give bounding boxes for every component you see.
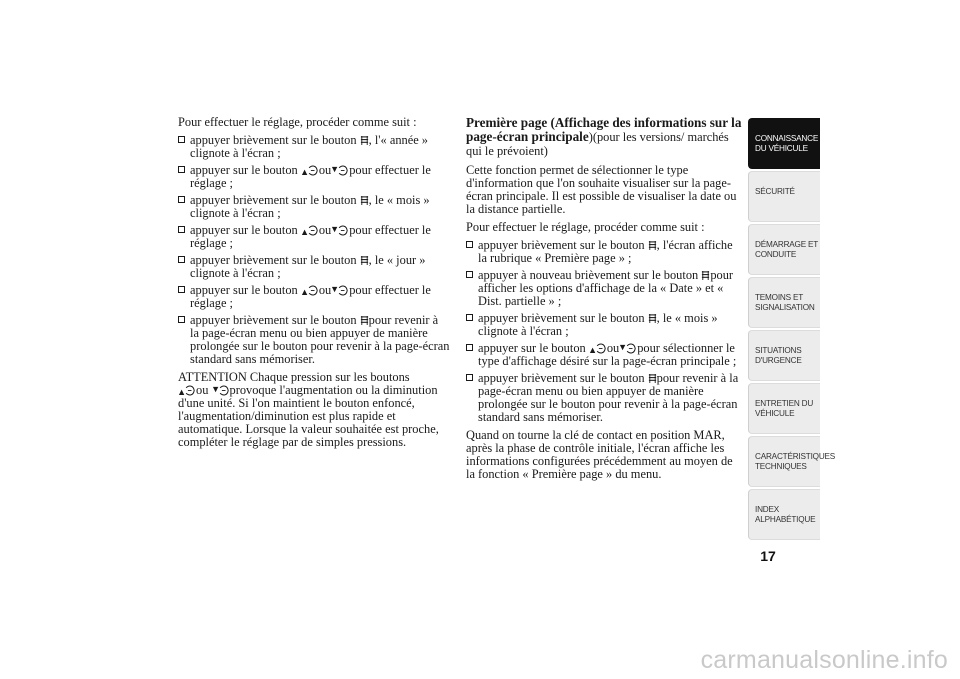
step-text: appuyer sur le bouton bbox=[478, 340, 586, 355]
menu-button-icon bbox=[360, 315, 369, 326]
step-text: , le « mois » clignote à l'écran ; bbox=[478, 310, 718, 338]
list-item bbox=[178, 134, 450, 160]
step-text: pour afficher les options d'affichage de la « Date » et « Dist. partielle » ; bbox=[478, 267, 734, 308]
attention-or: ou bbox=[196, 383, 209, 397]
menu-button-icon bbox=[648, 373, 657, 384]
checkbox-bullet-icon bbox=[466, 241, 473, 248]
step-text: appuyer brièvement sur le bouton bbox=[478, 370, 645, 385]
left-intro: Pour effectuer le réglage, procéder comme suit : bbox=[178, 115, 417, 129]
chapter-tab-label: TEMOINS ET SIGNALISATION bbox=[755, 293, 815, 312]
chapter-tab[interactable] bbox=[748, 277, 820, 328]
chapter-tab-label: CONNAISSANCE DU VÉHICULE bbox=[755, 134, 819, 153]
chapter-tab-label: SITUATIONS D'URGENCE bbox=[755, 346, 802, 365]
checkbox-bullet-icon bbox=[466, 344, 473, 351]
attention-text-a: ATTENTION Chaque pression sur les boutons bbox=[178, 370, 410, 384]
step-text: appuyer brièvement sur le bouton bbox=[190, 193, 357, 207]
step-or: ou bbox=[318, 223, 332, 237]
menu-button-icon bbox=[360, 255, 369, 266]
up-button-icon bbox=[589, 343, 607, 354]
step-or: ou bbox=[318, 283, 332, 297]
right-steps-list bbox=[466, 239, 742, 424]
step-text: pour effectuer le réglage ; bbox=[190, 223, 431, 250]
up-button-icon bbox=[301, 285, 319, 296]
down-button-icon bbox=[331, 285, 349, 296]
step-text: pour revenir à la page-écran menu ou bien appuyer de manière prolongée sur le bouton pour revenir à la page-écran standard sans mémoriser. bbox=[190, 313, 450, 366]
chapter-tab[interactable] bbox=[748, 383, 820, 434]
step-text: appuyer sur le bouton bbox=[190, 223, 298, 237]
step-text: appuyer brièvement sur le bouton bbox=[478, 237, 645, 252]
list-item bbox=[466, 269, 742, 308]
step-text: appuyer brièvement sur le bouton bbox=[478, 310, 645, 325]
up-button-icon bbox=[301, 225, 319, 236]
step-text: appuyer sur le bouton bbox=[190, 283, 298, 297]
right-intro: Pour effectuer le réglage, procéder comme suit : bbox=[466, 219, 705, 234]
section-heading-sub: )(pour les versions/ marchés qui le prévoient) bbox=[466, 129, 729, 158]
down-button-icon bbox=[619, 343, 637, 354]
list-item bbox=[466, 342, 742, 368]
checkbox-bullet-icon bbox=[178, 286, 185, 293]
chapter-tabs bbox=[748, 118, 836, 542]
step-text: appuyer brièvement sur le bouton bbox=[190, 313, 357, 327]
list-item bbox=[178, 224, 450, 250]
list-item bbox=[178, 254, 450, 280]
chapter-tab[interactable] bbox=[748, 436, 836, 487]
list-item bbox=[178, 194, 450, 220]
chapter-tab-label: INDEX ALPHABÉTIQUE bbox=[755, 505, 816, 524]
step-text: appuyer brièvement sur le bouton bbox=[190, 133, 357, 147]
list-item bbox=[178, 284, 450, 310]
chapter-tab-label: DÉMARRAGE ET CONDUITE bbox=[755, 240, 818, 259]
section-description: Cette fonction permet de sélectionner le type d'information que l'on souhaite visualiser sur la page-écran principale. Il est possible de visualiser la date ou la distance partielle. bbox=[466, 162, 737, 216]
menu-button-icon bbox=[648, 313, 657, 324]
step-text: appuyer brièvement sur le bouton bbox=[190, 253, 357, 267]
checkbox-bullet-icon bbox=[466, 374, 473, 381]
attention-text-b: provoque l'augmentation ou la diminution d'une unité. Si l'on maintient le bouton enfoncé, l'augmentation/diminution est plus rapide et automatique. Lorsque la valeur souhaitée est proche, compléter le réglage par de simples pressions. bbox=[178, 383, 439, 449]
chapter-tab[interactable] bbox=[748, 171, 820, 222]
list-item bbox=[178, 314, 450, 366]
up-button-icon bbox=[301, 165, 319, 176]
left-steps-list bbox=[178, 134, 450, 366]
menu-button-icon bbox=[701, 270, 710, 281]
menu-button-icon bbox=[360, 135, 369, 146]
menu-button-icon bbox=[360, 195, 369, 206]
step-text: , l'écran affiche la rubrique « Première page » ; bbox=[478, 237, 733, 265]
down-button-icon bbox=[331, 225, 349, 236]
menu-button-icon bbox=[648, 240, 657, 251]
list-item bbox=[466, 312, 742, 338]
chapter-tab[interactable] bbox=[748, 224, 820, 275]
checkbox-bullet-icon bbox=[178, 196, 185, 203]
checkbox-bullet-icon bbox=[466, 271, 473, 278]
down-button-icon bbox=[212, 385, 230, 396]
step-text: , l'« année » clignote à l'écran ; bbox=[190, 133, 429, 160]
step-text: appuyer à nouveau brièvement sur le bouton bbox=[478, 267, 699, 282]
chapter-tab[interactable] bbox=[748, 489, 820, 540]
chapter-tab-label: CARACTÉRISTIQUES TECHNIQUES bbox=[755, 452, 836, 471]
closing-paragraph: Quand on tourne la clé de contact en position MAR, après la phase de contrôle initiale, l'écran affiche les informations configurées précédemment au moyen de la fonction « Première page » du menu. bbox=[466, 427, 733, 481]
chapter-tab[interactable] bbox=[748, 330, 820, 381]
checkbox-bullet-icon bbox=[178, 316, 185, 323]
section-heading bbox=[466, 116, 742, 159]
right-column bbox=[466, 116, 742, 486]
step-or: ou bbox=[606, 340, 620, 355]
watermark: carmanualsonline.info bbox=[700, 646, 948, 674]
step-text: pour revenir à la page-écran menu ou bien appuyer de manière prolongée sur le bouton pour revenir à la page-écran standard sans mémoriser. bbox=[478, 370, 739, 424]
step-or: ou bbox=[318, 163, 332, 177]
step-text: , le « jour » clignote à l'écran ; bbox=[190, 253, 426, 280]
checkbox-bullet-icon bbox=[178, 226, 185, 233]
step-text: appuyer sur le bouton bbox=[190, 163, 298, 177]
list-item bbox=[466, 372, 742, 424]
list-item bbox=[466, 239, 742, 265]
up-button-icon bbox=[178, 385, 196, 396]
down-button-icon bbox=[331, 165, 349, 176]
section-heading-title: Première page (Affichage des informations sur la page-écran principale bbox=[466, 115, 742, 144]
checkbox-bullet-icon bbox=[178, 166, 185, 173]
checkbox-bullet-icon bbox=[178, 256, 185, 263]
attention-note bbox=[178, 371, 450, 449]
step-text: , le « mois » clignote à l'écran ; bbox=[190, 193, 430, 220]
step-text: pour effectuer le réglage ; bbox=[190, 283, 431, 310]
page-number: 17 bbox=[760, 548, 776, 564]
checkbox-bullet-icon bbox=[466, 314, 473, 321]
chapter-tab[interactable] bbox=[748, 118, 820, 169]
chapter-tab-label: SÉCURITÉ bbox=[755, 187, 795, 196]
list-item bbox=[178, 164, 450, 190]
step-text: pour sélectionner le type d'affichage désiré sur la page-écran principale ; bbox=[478, 340, 737, 368]
chapter-tab-label: ENTRETIEN DU VÉHICULE bbox=[755, 399, 814, 418]
checkbox-bullet-icon bbox=[178, 136, 185, 143]
step-text: pour effectuer le réglage ; bbox=[190, 163, 431, 190]
left-column bbox=[178, 116, 450, 454]
